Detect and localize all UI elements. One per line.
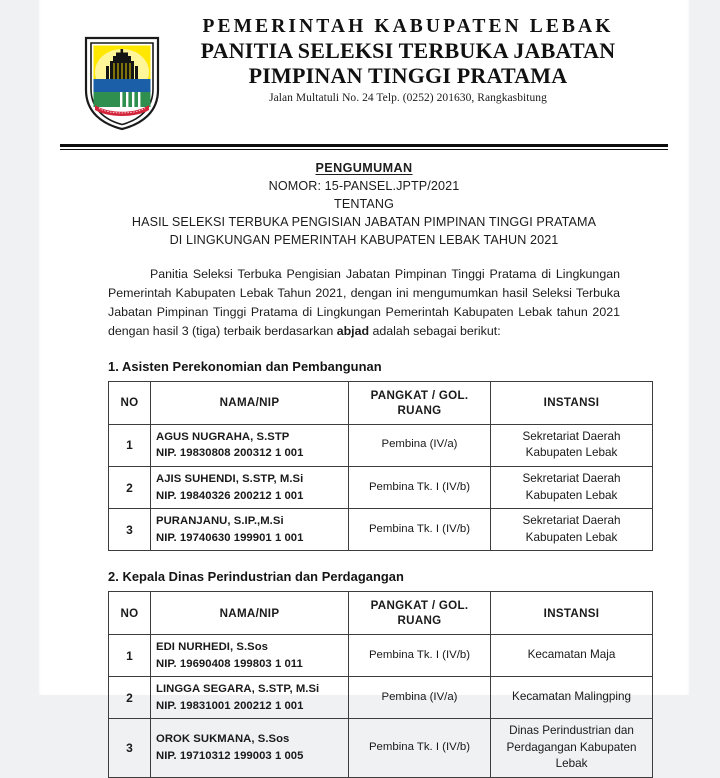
- table-row: [109, 424, 653, 466]
- candidates-table: [108, 381, 653, 552]
- cell-instansi: Sekretariat Daerah Kabupaten Lebak: [491, 424, 653, 466]
- table-row: [109, 718, 653, 777]
- cell-no: 2: [109, 466, 151, 508]
- result-section: [38, 359, 690, 552]
- column-header-no: NO: [109, 592, 151, 635]
- candidate-name: LINGGA SEGARA, S.STP, M.Si: [156, 683, 320, 696]
- candidate-name: EDI NURHEDI, S.Sos: [156, 641, 269, 654]
- letterhead-line-committee: PANITIA SELEKSI TERBUKA JABATAN: [200, 37, 616, 63]
- column-header-instansi: INSTANSI: [491, 592, 653, 635]
- cell-instansi: Dinas Perindustrian dan Perdagangan Kabupaten Lebak: [491, 718, 653, 777]
- letterhead-line-position: PIMPINAN TINGGI PRATAMA: [248, 63, 568, 89]
- table-row: [109, 635, 653, 677]
- table-header-row: [109, 381, 653, 424]
- letterhead: [38, 0, 690, 128]
- announcement-about-label: TENTANG: [334, 196, 394, 211]
- cell-instansi: Sekretariat Daerah Kabupaten Lebak: [491, 466, 653, 508]
- intro-text-part-1: Panitia Seleksi Terbuka Pengisian Jabatan Pimpinan Tinggi Pratama di Lingkungan Pemerintah Kabupaten Lebak Tahun 2021, dengan ini mengumumkan hasil Seleksi Terbuka Jabatan Pimpinan Tinggi Pratama di Lingkungan Pemerintah Kabupaten Lebak tahun 2021 dengan hasil 3 (tiga) terbaik berdasarkan: [108, 267, 620, 338]
- candidate-nip: NIP. 19840326 200212 1 001: [156, 489, 304, 502]
- cell-pangkat: Pembina Tk. I (IV/b): [349, 718, 491, 777]
- column-header-pangkat-gol-ruang: [349, 381, 491, 424]
- announcement-subject-line-1: HASIL SELEKSI TERBUKA PENGISIAN JABATAN PIMPINAN TINGGI PRATAMA: [131, 214, 597, 229]
- cell-pangkat: Pembina (IV/a): [349, 424, 491, 466]
- cell-pangkat: Pembina (IV/a): [349, 677, 491, 719]
- document-page: [38, 0, 690, 771]
- cell-instansi: Sekretariat Daerah Kabupaten Lebak: [491, 509, 653, 551]
- intro-emphasis-abjad: abjad: [336, 323, 370, 338]
- cell-instansi: Kecamatan Malingping: [491, 677, 653, 719]
- column-header-no: NO: [109, 381, 151, 424]
- section-title: 2. Kepala Dinas Perindustrian dan Perdagangan: [108, 569, 404, 585]
- column-header-instansi: INSTANSI: [491, 381, 653, 424]
- candidate-nip: NIP. 19830808 200312 1 001: [156, 447, 304, 460]
- column-header-pangkat-line-2: RUANG: [397, 403, 442, 417]
- column-header-pangkat-line-1: PANGKAT / GOL.: [370, 388, 469, 402]
- column-header-pangkat-line-2: RUANG: [397, 614, 442, 628]
- table-row: [109, 466, 653, 508]
- result-section: [38, 569, 690, 777]
- announcement-header: [38, 160, 690, 249]
- column-header-pangkat-gol-ruang: [349, 592, 491, 635]
- announcement-title: PENGUMUMAN: [315, 161, 413, 175]
- cell-nama-nip: [151, 677, 349, 719]
- result-sections: [38, 359, 690, 778]
- candidate-name: AGUS NUGRAHA, S.STP: [156, 430, 290, 443]
- letterhead-divider: [60, 144, 668, 150]
- candidate-nip: NIP. 19831001 200212 1 001: [156, 699, 304, 712]
- intro-text-part-2: adalah sebagai berikut:: [369, 323, 501, 338]
- cell-nama-nip: [151, 466, 349, 508]
- column-header-nama-nip: NAMA/NIP: [151, 381, 349, 424]
- table-row: [109, 677, 653, 719]
- cell-nama-nip: [151, 509, 349, 551]
- column-header-nama-nip: NAMA/NIP: [151, 592, 349, 635]
- table-row: [109, 509, 653, 551]
- cell-no: 1: [109, 635, 151, 677]
- table-header-row: [109, 592, 653, 635]
- candidate-name: OROK SUKMANA, S.Sos: [156, 733, 290, 746]
- column-header-pangkat-line-1: PANGKAT / GOL.: [370, 599, 469, 613]
- candidate-nip: NIP. 19710312 199003 1 005: [156, 749, 304, 762]
- divider-thin-rule: [60, 149, 668, 150]
- cell-nama-nip: [151, 635, 349, 677]
- candidate-name: PURANJANU, S.IP.,M.Si: [156, 515, 284, 528]
- cell-no: 3: [109, 509, 151, 551]
- cell-instansi: Kecamatan Maja: [491, 635, 653, 677]
- cell-nama-nip: [151, 718, 349, 777]
- cell-no: 2: [109, 677, 151, 719]
- announcement-number: NOMOR: 15-PANSEL.JPTP/2021: [268, 178, 460, 193]
- cell-nama-nip: [151, 424, 349, 466]
- letterhead-address: Jalan Multatuli No. 24 Telp. (0252) 201630, Rangkasbitung: [269, 91, 547, 104]
- cell-pangkat: Pembina Tk. I (IV/b): [349, 509, 491, 551]
- section-title: 1. Asisten Perekonomian dan Pembangunan: [108, 358, 382, 374]
- intro-paragraph: [108, 265, 620, 340]
- cell-no: 1: [109, 424, 151, 466]
- lebak-regency-coat-of-arms-icon: [80, 32, 164, 132]
- cell-no: 3: [109, 718, 151, 777]
- candidates-table: [108, 591, 653, 777]
- cell-pangkat: Pembina Tk. I (IV/b): [349, 635, 491, 677]
- document-body: [38, 160, 690, 778]
- candidate-nip: NIP. 19740630 199901 1 001: [156, 531, 304, 544]
- cell-pangkat: Pembina Tk. I (IV/b): [349, 466, 491, 508]
- letterhead-line-government: PEMERINTAH KABUPATEN LEBAK: [202, 16, 614, 37]
- letterhead-text-block: [158, 16, 658, 104]
- candidate-name: AJIS SUHENDI, S.STP, M.Si: [156, 473, 304, 486]
- candidate-nip: NIP. 19690408 199803 1 011: [156, 657, 303, 670]
- announcement-subject-line-2: DI LINGKUNGAN PEMERINTAH KABUPATEN LEBAK TAHUN 2021: [169, 232, 559, 247]
- divider-thick-rule: [60, 144, 668, 147]
